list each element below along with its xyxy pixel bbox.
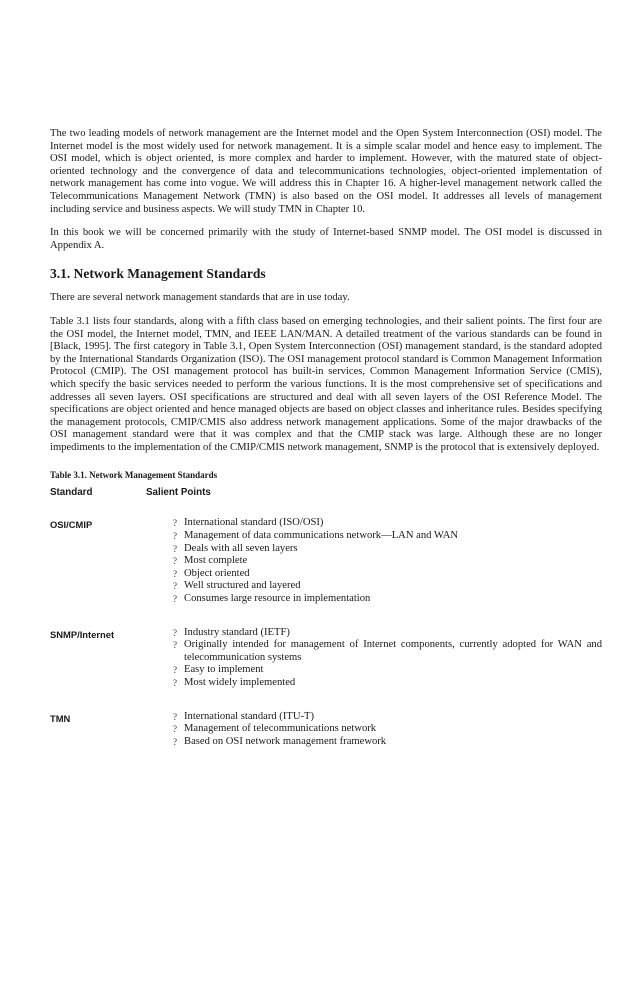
standard-name: SNMP/Internet (50, 628, 115, 640)
salient-point-text: Industry standard (IETF) (184, 626, 290, 638)
salient-point-text: Management of data communications network—LAN and WAN (184, 530, 458, 542)
list-item (166, 677, 602, 690)
table-body (50, 517, 602, 748)
bullet-icon: ? (173, 531, 177, 542)
table-row (50, 517, 602, 605)
salient-point-text: Easy to implement (184, 664, 264, 676)
salient-point-text: International standard (ISO/OSI) (184, 517, 324, 529)
bullet-icon: ? (173, 678, 177, 688)
list-item (166, 580, 602, 593)
bullet-icon: ? (173, 581, 177, 592)
salient-point-text: Originally intended for management of Internet components, currently adopted for WAN and telecommunication systems (184, 639, 602, 663)
salient-point-text: International standard (ITU-T) (184, 710, 315, 722)
bullet-icon: ? (173, 627, 177, 638)
section-intro-paragraph: There are several network management standards that are in use today. (50, 292, 350, 304)
section-body-paragraph: Table 3.1 lists four standards, along with a fifth class based on emerging technologies, and their salient points. The first four are the OSI model, the Internet model, TMN, and IEEE LAN/MAN. A detailed treatment of the various standards can be found in [Black, 1995]. The first category in Table 3.1, Open System Interconnection (OSI) management standard, is the standard adopted by the International Standards Organization (ISO). The OSI management protocol standard is Common Management Information Protocol (CMIP). The OSI management protocol has built-in services, Common Management Information Service (CMIS), which specify the basic services needed to perform the various functions. It is the most comprehensive set of specifications and addresses all seven layers. OSI specifications are structured and deal with all seven layers of the OSI Reference Model. The specifications are object oriented and hence managed objects are based on object classes and inheritance rules. Besides specifying the management protocols, CMIP/CMIS also address network management applications. Some of the major drawbacks of the OSI management standard were that it was complex and that the CMIP stack was large. Although these are no longer impediments to the implementation of the CMIP/CMIS network management, SNMP is the protocol that is extensively deployed. (50, 315, 602, 453)
salient-points-list (166, 711, 602, 749)
bullet-icon: ? (173, 568, 177, 579)
list-item (166, 736, 602, 749)
list-item (166, 723, 602, 736)
list-item (166, 664, 602, 677)
list-item (166, 639, 602, 664)
table-row (50, 627, 602, 690)
salient-points-list (166, 627, 602, 690)
salient-point-text: Most widely implemented (184, 677, 296, 688)
bullet-icon: ? (173, 665, 177, 676)
salient-points-list (166, 517, 602, 605)
bullet-icon: ? (173, 736, 177, 747)
list-item (166, 555, 602, 568)
salient-point-text: Management of telecommunications network (184, 723, 377, 735)
column-header-salient-points: Salient Points (146, 487, 211, 499)
list-item (166, 517, 602, 530)
salient-point-text: Based on OSI network management framework (184, 735, 387, 747)
list-item (166, 627, 602, 640)
column-header-standard: Standard (50, 487, 93, 499)
salient-point-text: Consumes large resource in implementation (184, 593, 371, 605)
list-item (166, 543, 602, 556)
list-item (166, 530, 602, 543)
bullet-icon: ? (173, 711, 177, 722)
scope-paragraph: In this book we will be concerned primarily with the study of Internet-based SNMP model. The OSI model is discussed in Appendix A. (50, 227, 602, 251)
bullet-icon: ? (173, 556, 177, 567)
salient-point-text: Well structured and layered (184, 580, 301, 592)
standard-name: TMN (50, 712, 71, 724)
bullet-icon: ? (173, 518, 177, 529)
bullet-icon: ? (173, 543, 177, 554)
bullet-icon: ? (173, 594, 177, 605)
document-page (50, 128, 602, 769)
salient-point-text: Deals with all seven layers (184, 542, 298, 554)
salient-point-text: Object oriented (184, 567, 250, 579)
list-item (166, 593, 602, 606)
bullet-icon: ? (173, 640, 177, 651)
standard-name: OSI/CMIP (50, 519, 93, 531)
salient-point-text: Most complete (184, 555, 248, 567)
table-row (50, 711, 602, 749)
table-caption: Table 3.1. Network Management Standards (50, 470, 218, 481)
list-item (166, 568, 602, 581)
section-heading: 3.1. Network Management Standards (50, 266, 266, 282)
list-item (166, 711, 602, 724)
intro-paragraph: The two leading models of network management are the Internet model and the Open System Interconnection (OSI) model. The Internet model is the most widely used for network management. It is a simple scalar model and hence easy to implement. The OSI model, which is object oriented, is more complex and harder to implement. However, with the matured state of object-oriented technology and the convergence of data and telecommunications technologies, object-oriented implementation of network management has come into vogue. We will address this in Chapter 16. A higher-level management network called the Telecommunications Management Network (TMN) is also based on the OSI model. It addresses all levels of management including service and business aspects. We will study TMN in Chapter 10. (50, 128, 602, 215)
bullet-icon: ? (173, 724, 177, 735)
table-header-row (50, 487, 602, 498)
